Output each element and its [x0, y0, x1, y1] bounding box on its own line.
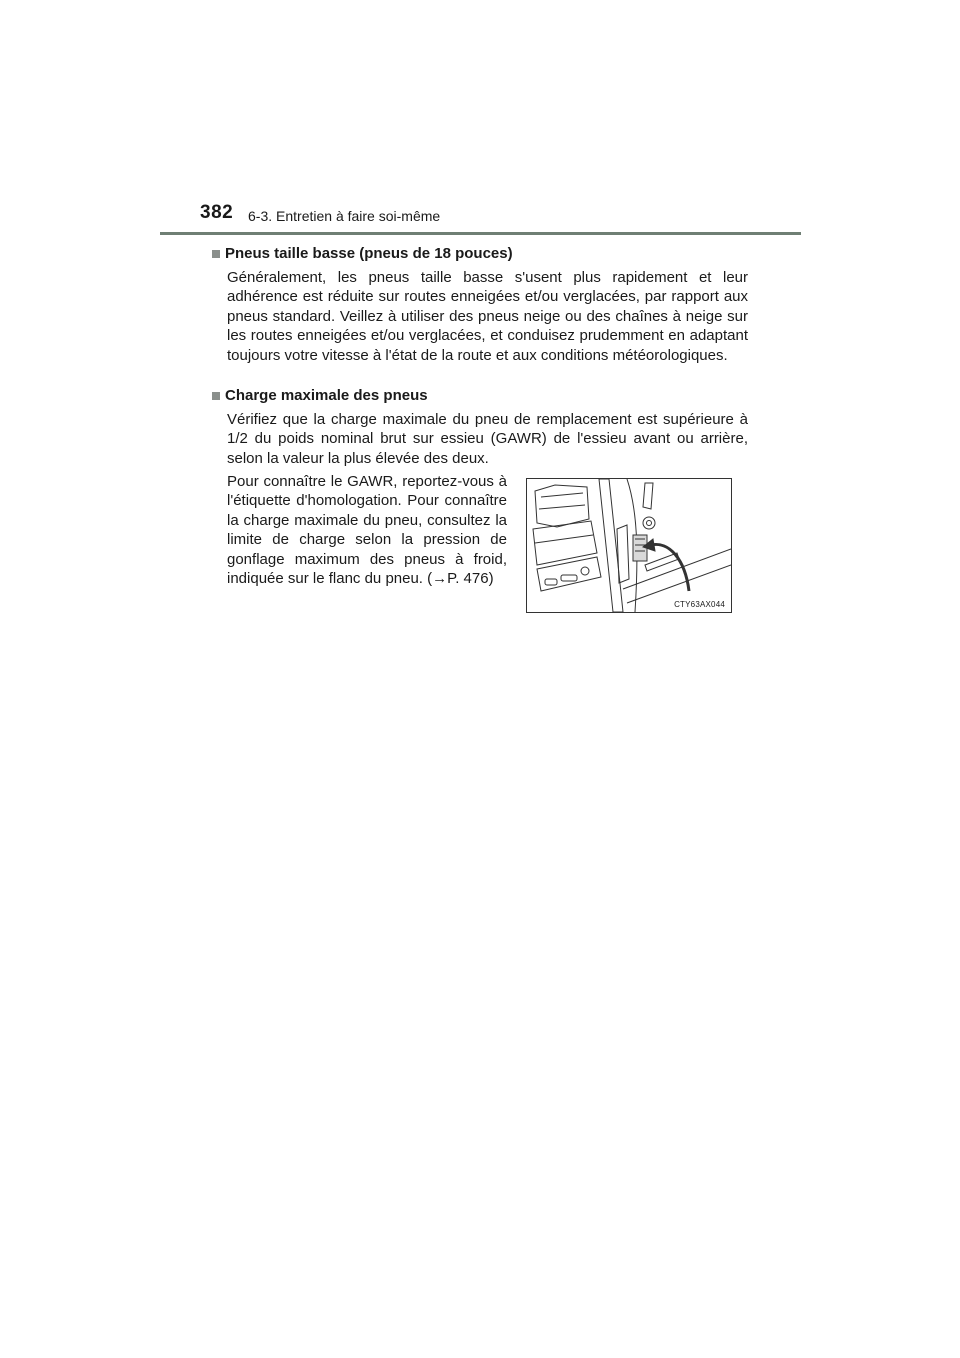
section-heading — [212, 244, 748, 264]
section-body: Vérifiez que la charge maximale du pneu de remplacement est supérieure à 1/2 du poids nominal brut sur essieu (GAWR) de l'essieu avant ou arrière, selon la valeur la plus élevée des deux. — [227, 411, 748, 467]
section-heading — [212, 386, 748, 406]
square-bullet-icon — [212, 250, 220, 258]
note-text: Pour connaître le GAWR, reportez-vous à l'étiquette d'homologation. Pour connaître la charge maximale du pneu, consultez la limite de charge selon la pression de gonflage maximum des pneus à froid, indiquée sur le flanc du pneu. (→P. 476) — [227, 473, 507, 588]
heading-text: Charge maximale des pneus — [225, 387, 428, 404]
figure-code: CTY63AX044 — [674, 600, 725, 609]
certification-label-figure — [526, 478, 732, 613]
section-low-profile-tires — [212, 244, 748, 365]
section-max-load — [212, 386, 748, 468]
heading-text: Pneus taille basse (pneus de 18 pouces) — [225, 245, 513, 262]
door-pillar-label-illustration — [527, 479, 731, 612]
section-body: Généralement, les pneus taille basse s'usent plus rapidement et leur adhérence est réduite sur routes enneigées et/ou verglacées, par rapport aux pneus standard. Veillez à utiliser des pneus neige ou des chaînes à neige sur les routes enneigées et/ou verglacées, et conduisez prudemment en adaptant toujours votre vitesse à l'état de la route et aux conditions météorologiques. — [227, 269, 748, 364]
square-bullet-icon — [212, 392, 220, 400]
section-title: 6-3. Entretien à faire soi-même — [248, 208, 441, 224]
page-number: 382 — [200, 202, 234, 223]
header-divider — [160, 232, 801, 235]
